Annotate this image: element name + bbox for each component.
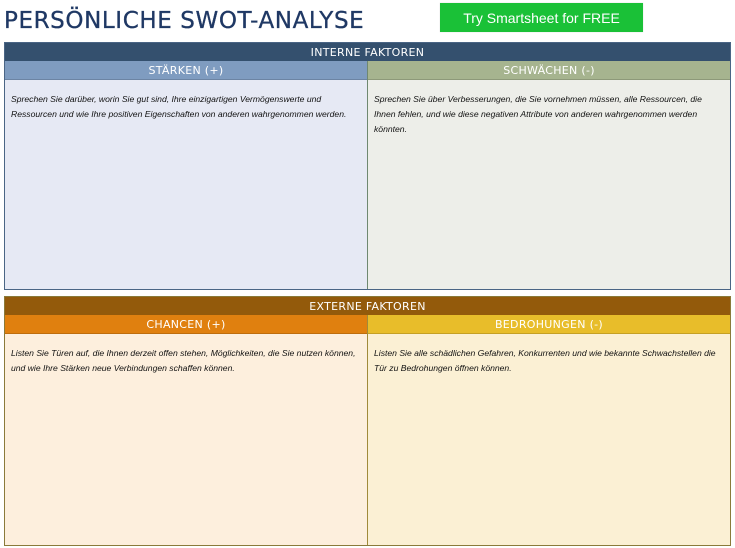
strengths-text-area[interactable]: Sprechen Sie darüber, worin Sie gut sind, Ihre einzigartigen Vermögenswerte und Ressourcen und wie Ihre positiven Eigenschaften von anderen wahrgenommen werden. — [5, 80, 367, 289]
threats-text-area[interactable]: Listen Sie alle schädlichen Gefahren, Konkurrenten und wie bekannte Schwachstellen die Tür zu Bedrohungen öffnen können. — [368, 334, 730, 545]
opportunities-quadrant — [5, 315, 367, 545]
opportunities-header: CHANCEN (+) — [5, 315, 367, 334]
page-title: PERSÖNLICHE SWOT-ANALYSE — [4, 8, 365, 34]
weaknesses-text-area[interactable]: Sprechen Sie über Verbesserungen, die Sie vornehmen müssen, alle Ressourcen, die Ihnen fehlen, und wie diese negativen Attribute von anderen wahrgenommen werden könnten. — [368, 80, 730, 289]
external-factors-section — [4, 296, 731, 546]
internal-factors-section — [4, 42, 731, 290]
weaknesses-quadrant — [367, 61, 730, 289]
strengths-header: STÄRKEN (+) — [5, 61, 367, 80]
try-smartsheet-button[interactable]: Try Smartsheet for FREE — [440, 3, 643, 32]
internal-factors-header: INTERNE FAKTOREN — [5, 43, 730, 61]
threats-quadrant — [367, 315, 730, 545]
strengths-quadrant — [5, 61, 367, 289]
threats-header: BEDROHUNGEN (-) — [368, 315, 730, 334]
weaknesses-header: SCHWÄCHEN (-) — [368, 61, 730, 80]
external-factors-header: EXTERNE FAKTOREN — [5, 297, 730, 315]
opportunities-text-area[interactable]: Listen Sie Türen auf, die Ihnen derzeit offen stehen, Möglichkeiten, die Sie nutzen können, und wie Ihre Stärken neue Verbindungen schaffen können. — [5, 334, 367, 545]
